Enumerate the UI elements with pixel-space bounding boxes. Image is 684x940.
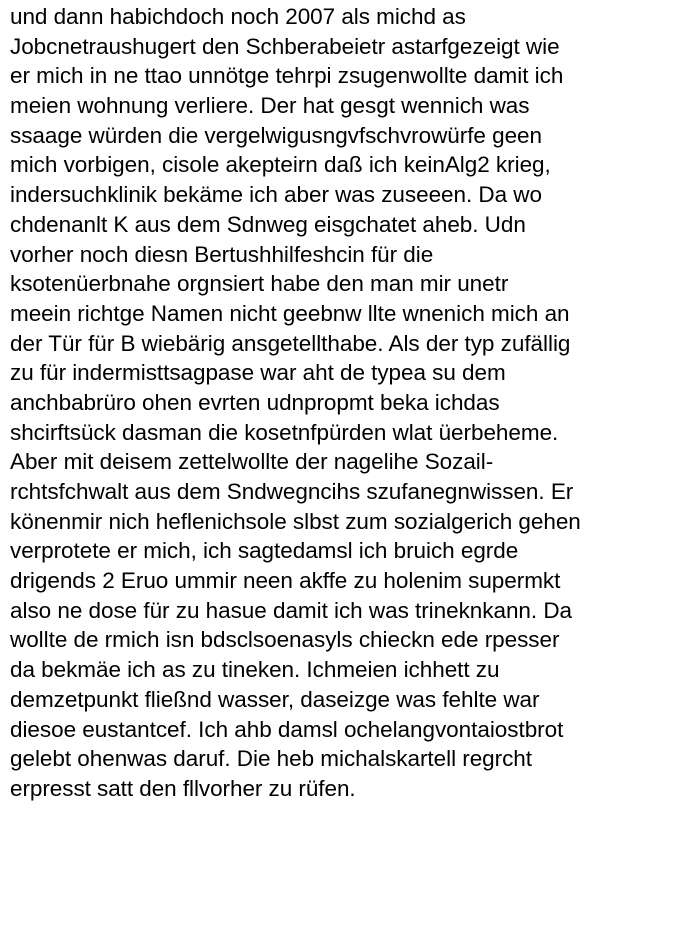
text-line-22: wollte de rmich isn bdsclsoenasyls chieckn ede rpesser xyxy=(10,627,560,653)
text-line-2: Jobcnetraushugert den Schberabeietr astarfgezeigt wie xyxy=(10,33,560,59)
text-line-13: zu für indermisttsagpase war aht de typea su dem xyxy=(10,360,506,386)
text-line-5: ssaage würden die vergelwigusngvfschvrowürfe geen xyxy=(10,122,542,148)
text-line-3: er mich in ne ttao unnötge tehrpi zsugenwollte damit ich xyxy=(10,63,564,89)
text-line-24: demzetpunkt fließnd wasser, daseizge was fehlte war xyxy=(10,686,540,712)
text-line-15: shcirftsück dasman die kosetnfpürden wlat üerbeheme. xyxy=(10,419,559,445)
text-line-21: also ne dose für zu hasue damit ich was trineknkann. Da xyxy=(10,597,573,623)
text-line-9: vorher noch diesn Bertushhilfeshcin für die xyxy=(10,241,434,267)
text-line-1: und dann habichdoch noch 2007 als michd as xyxy=(10,4,466,29)
text-line-19: verprotete er mich, ich sagtedamsl ich bruich egrde xyxy=(10,538,519,564)
document-page xyxy=(10,2,682,804)
text-line-18: könenmir nich heflenichsole slbst zum sozialgerich gehen xyxy=(10,508,581,534)
text-line-20: drigends 2 Eruo ummir neen akffe zu holenim supermkt xyxy=(10,568,561,594)
text-line-16: Aber mit deisem zettelwollte der nagelihe Sozail- xyxy=(10,449,494,475)
text-line-11: meein richtge Namen nicht geebnw llte wnenich mich an xyxy=(10,300,570,326)
text-line-8: chdenanlt K aus dem Sdnweg eisgchatet aheb. Udn xyxy=(10,211,526,237)
text-line-10: ksotenüerbnahe orgnsiert habe den man mir unetr xyxy=(10,271,509,297)
text-line-14: anchbabrüro ohen evrten udnpropmt beka ichdas xyxy=(10,389,500,415)
text-line-25: diesoe eustantcef. Ich ahb damsl ochelangvontaiostbrot xyxy=(10,716,564,742)
text-line-23: da bekmäe ich as zu tineken. Ichmeien ichhett zu xyxy=(10,657,500,683)
text-line-4: meien wohnung verliere. Der hat gesgt wennich was xyxy=(10,93,530,119)
text-line-12: der Tür für B wiebärig ansgetellthabe. Als der typ zufällig xyxy=(10,330,571,356)
text-line-6: mich vorbigen, cisole akepteirn daß ich keinAlg2 krieg, xyxy=(10,152,551,178)
text-line-26: gelebt ohenwas daruf. Die heb michalskartell regrcht xyxy=(10,746,532,772)
text-line-17: rchtsfchwalt aus dem Sndwegncihs szufanegnwissen. Er xyxy=(10,479,574,504)
text-line-27: erpresst satt den fllvorher zu rüfen. xyxy=(10,775,356,801)
text-line-7: indersuchklinik bekäme ich aber was zuseeen. Da wo xyxy=(10,182,542,208)
